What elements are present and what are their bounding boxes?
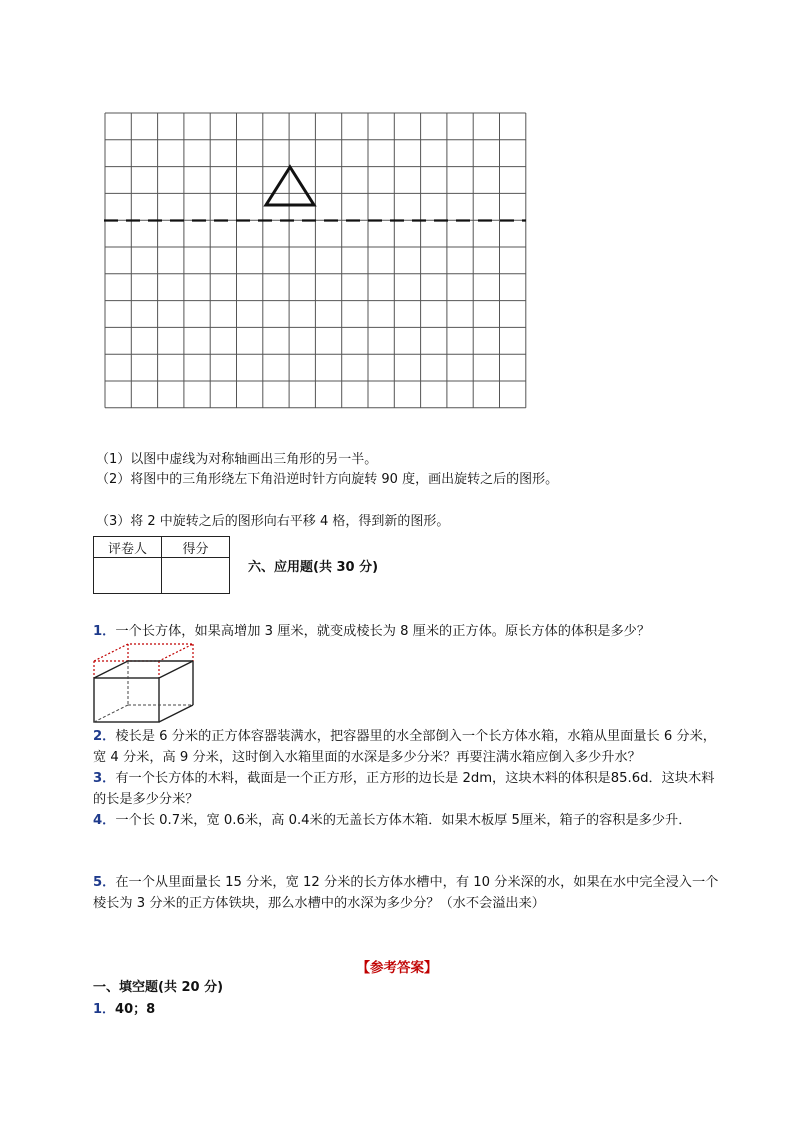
question-number: 5． xyxy=(93,875,116,890)
cuboid-illustration xyxy=(92,642,196,724)
question-text: 在一个从里面量长 15 分米，宽 12 分米的长方体水槽中，有 10 分米深的水，如果在水中完全浸入一个棱长为 3 分米的正方体铁块，那么水槽中的水深为多少分？（水不会溢出来） xyxy=(93,875,719,911)
question-number: 3． xyxy=(93,771,116,786)
score-table xyxy=(93,536,230,594)
instruction-1: （1）以图中虚线为对称轴画出三角形的另一半。 xyxy=(96,452,378,467)
question-text: 棱长是 6 分米的正方体容器装满水，把容器里的水全部倒入一个长方体水箱，水箱从里面量长 6 分米，宽 4 分米，高 9 分米，这时倒入水箱里面的水深是多少分米？再要注满水箱应倒入多少升水？ xyxy=(93,729,716,765)
question-number: 2． xyxy=(93,729,116,744)
question-number: 4． xyxy=(93,813,116,828)
section6-title: 六、应用题(共 30 分) xyxy=(248,560,379,575)
question-text: 一个长 0.7米，宽 0.6米，高 0.4米的无盖长方体木箱．如果木板厚 5厘米，箱子的容积是多少升． xyxy=(115,813,692,828)
question-number: 1． xyxy=(93,624,116,639)
instruction-2: （2）将图中的三角形绕左下角沿逆时针方向旋转 90 度，画出旋转之后的图形。 xyxy=(96,472,559,487)
question-2 xyxy=(93,726,723,768)
answer-section1-title: 一、填空题(共 20 分) xyxy=(93,980,224,995)
grid-figure xyxy=(104,112,528,434)
question-5 xyxy=(93,872,723,914)
question-text: 一个长方体，如果高增加 3 厘米，就变成棱长为 8 厘米的正方体。原长方体的体积是多少？ xyxy=(115,624,651,639)
score-cell[interactable] xyxy=(162,558,230,594)
instruction-3: （3）将 2 中旋转之后的图形向右平移 4 格，得到新的图形。 xyxy=(96,514,450,529)
question-text: 有一个长方体的木料，截面是一个正方形，正方形的边长是 2dm，这块木料的体积是85.6d．这块木料的长是多少分米？ xyxy=(93,771,715,807)
answer-text: 40；8 xyxy=(115,1002,156,1017)
question-4 xyxy=(93,810,723,831)
triangle-shape xyxy=(266,167,314,205)
question-1 xyxy=(93,621,723,642)
question-3 xyxy=(93,768,723,810)
grader-header: 评卷人 xyxy=(94,537,162,558)
grader-cell[interactable] xyxy=(94,558,162,594)
answer-key-title: 【参考答案】 xyxy=(356,960,438,976)
score-header: 得分 xyxy=(162,537,230,558)
answer-1 xyxy=(93,998,155,1017)
answer-number: 1． xyxy=(93,1002,116,1017)
